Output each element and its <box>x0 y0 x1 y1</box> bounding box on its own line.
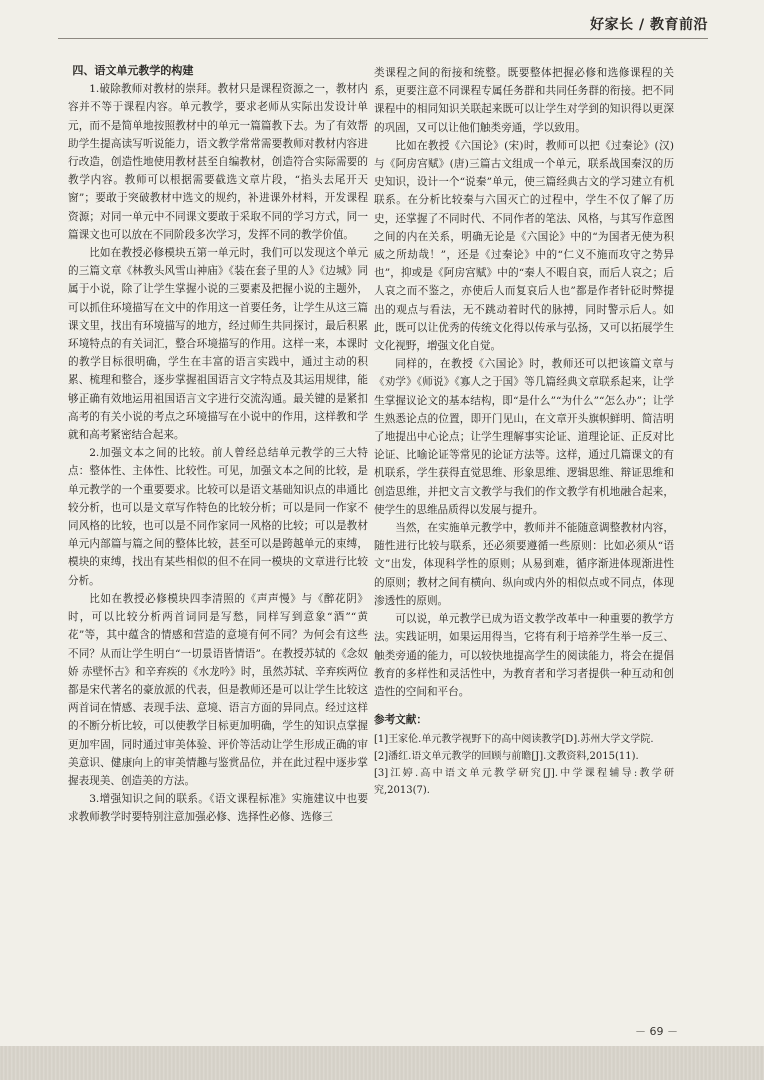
body-paragraph: 比如在教授《六国论》(宋)时，教师可以把《过秦论》(汉)与《阿房宫赋》(唐)三篇古文组成一个单元，联系战国秦汉的历史知识，设计一个“说秦”单元，使三篇经典古文的学习建立有机联系。在分析比较秦与六国灭亡的过程中，学生不仅了解了历史，还掌握了不同时代、不同作者的笔法、风格，与其写作意图之间的内在关系，明确无论是《六国论》中的“为国者无使为积威之所劫哉！”，还是《过秦论》中的“仁义不施而攻守之势异也”，抑或是《阿房宫赋》中的“秦人不暇自哀，而后人哀之；后人哀之而不鉴之，亦使后人而复哀后人也”都是作者针砭时弊提出的观点与看法，无不跳动着时代的脉搏，同时警示后人。如此，既可以让优秀的传统文化得以传承与弘扬，又可以拓展学生文化视野，增强文化自觉。 <box>374 139 674 353</box>
body-paragraph: 比如在教授必修模块四李清照的《声声慢》与《醉花阴》时，可以比较分析两首词同是写愁，同样写到意象“酒”“黄花”等，其中蕴含的情感和营造的意境有何不同？为何会有这些不同？从而让学生明白“一切景语皆情语”。在教授苏轼的《念奴娇 赤壁怀古》和辛弃疾的《水龙吟》时，虽然苏轼、辛弃疾两位都是宋代著名的豪放派的代表，但是教师还是可以让学生比较这两首词在情感、表现手法、意境、语言方面的异同点。经过这样的不断分析比较，可以使教学目标更加明确，学生的知识点掌握更加牢固，同时通过审美体验、评价等活动让学生形成正确的审美意识、健康向上的审美情趣与鉴赏品位，并在此过程中逐步掌握表现美、创造美的方法。 <box>68 592 368 787</box>
body-paragraph-continued: 类课程之间的衔接和统整。既要整体把握必修和选修课程的关系，更要注意不同课程专属任务群和共同任务群的衔接。把不同课程中的相同知识关联起来既可以让学生对学到的知识得以更深的巩固，又可以让他们触类旁通，学以致用。 <box>374 67 674 134</box>
body-paragraph: 1.破除教师对教材的崇拜。教材只是课程资源之一，教材内容并不等于课程内容。单元教学，要求老师从实际出发设计单元，而不是简单地按照教材中的单元一篇篇教下去。为了有效帮助学生提高读写听说能力，语文教学常常需要教师对教材内容进行改造，创造性地使用教材甚至自编教材，创造符合实际需要的教学内容。教师可以根据需要截选文章片段，“掐头去尾开天窗”；要敢于突破教材中选文的规约，补进课外材料，开发课程资源；对同一单元中不同课文要敢于采取不同的学习方式，同一篇课文也可以放在不同阶段多次学习，发挥不同的教学价值。 <box>68 83 368 241</box>
right-column <box>374 64 674 799</box>
section-heading: 四、语文单元教学的构建 <box>72 64 194 77</box>
left-column <box>68 62 368 827</box>
reference-item: [1]王家伦.单元教学视野下的高中阅读教学[D].苏州大学文学院. <box>374 734 654 746</box>
body-paragraph: 可以说，单元教学已成为语文教学改革中一种重要的教学方法。实践证明，如果运用得当，它将有利于培养学生举一反三、触类旁通的能力，可以较快地提高学生的阅读能力，将会在提倡教育的多样性和灵活性中，为教育者和学习者提供一种互动和创造性的空间和平台。 <box>374 613 674 698</box>
reference-item: [3]江婷.高中语文单元教学研究[J].中学课程辅导:教学研究,2013(7). <box>374 768 674 797</box>
header-divider <box>58 38 708 39</box>
body-paragraph: 2.加强文本之间的比较。前人曾经总结单元教学的三大特点：整体性、主体性、比较性。可见，加强文本之间的比较，是单元教学的一个重要要求。比较可以是语文基础知识点的串通比较分析，也可以是文章写作特色的比较分析；可以是同一作家不同风格的比较，也可以是不同作家同一风格的比较；可以是教材单元内部篇与篇之间的整体比较，甚至可以是跨越单元的束缚，模块的束缚，找出有某些相似的但不在同一模块的文章进行比较分析。 <box>68 447 368 587</box>
body-paragraph: 比如在教授必修模块五第一单元时，我们可以发现这个单元的三篇文章《林教头风雪山神庙》《装在套子里的人》《边城》同属于小说，除了让学生掌握小说的三要素及把握小说的主题外，可以抓住环境描写在文中的作用这一首要任务，让学生从这三篇课文里，找出有环境描写的地方，经过师生共同探讨，最后积累环境特点的有关词汇，整合环境描写的作用。这样一来，本课时的教学目标很明确，学生在丰富的语言实践中，通过主动的积累、梳理和整合，逐步掌握祖国语言文字特点及其运用规律，能够正确有效地运用祖国语言文字进行交流沟通。最关键的是紧扣高考的有关小说的考点之环境描写在小说中的作用，这样教和学就和高考紧密结合起来。 <box>68 247 368 442</box>
body-paragraph: 当然，在实施单元教学中，教师并不能随意调整教材内容，随性进行比较与联系，还必须要遵循一些原则：比如必须从“语文”出发，体现科学性的原则；从易到难，循序渐进体现渐进性的原则；教材之间有横向、纵向或内外的相似点或不同点，体现渗透性的原则。 <box>374 522 674 607</box>
reference-item: [2]潘红.语文单元教学的回顾与前瞻[J].文教资料,2015(11). <box>374 751 639 763</box>
scan-footer-band <box>0 1046 764 1080</box>
body-paragraph: 3.增强知识之间的联系。《语文课程标准》实施建议中也要求教师教学时要特别注意加强必修、选择性必修、选修三 <box>68 793 368 824</box>
references-heading: 参考文献： <box>374 714 427 727</box>
page-header <box>0 0 764 50</box>
journal-header-title: 好家长 / 教育前沿 <box>590 17 708 33</box>
page-number: － 69 － <box>635 1025 678 1038</box>
body-paragraph: 同样的，在教授《六国论》时，教师还可以把该篇文章与《劝学》《师说》《寡人之于国》等几篇经典文章联系起来，让学生掌握议论文的基本结构，即“是什么”“为什么”“怎么办”；让学生熟悉论点的位置，即开门见山，在文章开头旗帜鲜明、简洁明了地提出中心论点；让学生理解事实论证、道理论证、正反对比论证、比喻论证等常见的论证方法等。这样，通过几篇课文的有机联系，学生获得直觉思维、形象思维、逻辑思维、辩证思维和创造思维，并把文言文教学与我们的作文教学有机地融合起来，使学生的思维品质得以发展与提升。 <box>374 358 674 516</box>
